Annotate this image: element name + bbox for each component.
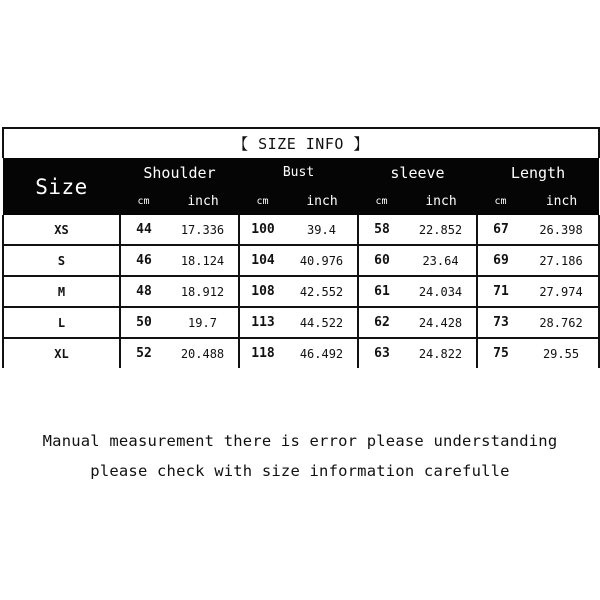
bust-cm-cell: 100 [239,215,286,245]
sleeve-cm-cell: 58 [358,215,405,245]
size-cell: M [3,276,120,307]
unit-inch-sleeve: inch [405,187,477,215]
size-column-header: Size [3,158,120,215]
unit-inch-bust: inch [286,187,358,215]
table-title: 【 SIZE INFO 】 [3,128,599,158]
table-row [3,276,599,307]
sleeve-inch-cell: 23.64 [405,245,477,276]
length-cm-cell: 69 [477,245,524,276]
table-row [3,215,599,245]
measurement-note: Manual measurement there is error please understanding [42,432,558,450]
table-row [3,245,599,276]
length-cm-cell: 71 [477,276,524,307]
header-sleeve: sleeve [358,158,477,187]
unit-cm-length: cm [477,187,524,215]
unit-inch-shoulder: inch [167,187,239,215]
sleeve-cm-cell: 60 [358,245,405,276]
length-inch-cell: 27.974 [524,276,599,307]
size-chart-table [2,127,600,368]
shoulder-cm-cell: 44 [120,215,167,245]
length-inch-cell: 27.186 [524,245,599,276]
length-inch-cell: 26.398 [524,215,599,245]
size-cell: S [3,245,120,276]
bust-cm-cell: 104 [239,245,286,276]
unit-cm-shoulder: cm [120,187,167,215]
length-inch-cell: 29.55 [524,338,599,368]
unit-cm-sleeve: cm [358,187,405,215]
title-row [3,128,599,158]
size-cell: XS [3,215,120,245]
bust-inch-cell: 42.552 [286,276,358,307]
sleeve-inch-cell: 24.034 [405,276,477,307]
sleeve-cm-cell: 62 [358,307,405,338]
sleeve-cm-cell: 61 [358,276,405,307]
bust-cm-cell: 108 [239,276,286,307]
shoulder-cm-cell: 46 [120,245,167,276]
sleeve-inch-cell: 24.428 [405,307,477,338]
header-shoulder: Shoulder [120,158,239,187]
shoulder-inch-cell: 19.7 [167,307,239,338]
bust-cm-cell: 113 [239,307,286,338]
unit-inch-length: inch [524,187,599,215]
length-cm-cell: 75 [493,346,509,361]
length-cm-cell: 73 [477,307,524,338]
check-size-note: please check with size information carefulle [90,462,510,480]
shoulder-cm-cell: 52 [136,346,152,361]
size-cell: L [3,307,120,338]
length-inch-cell: 28.762 [524,307,599,338]
shoulder-inch-cell: 17.336 [167,215,239,245]
sleeve-cm-cell: 63 [374,346,390,361]
shoulder-cm-cell: 50 [120,307,167,338]
unit-cm-bust: cm [239,187,286,215]
shoulder-inch-cell: 18.912 [167,276,239,307]
bust-inch-cell: 46.492 [286,338,358,368]
shoulder-inch-cell: 18.124 [167,245,239,276]
header-row-groups [3,158,599,187]
table-row [3,307,599,338]
header-bust: Bust [239,158,358,187]
bust-cm-cell: 118 [251,346,275,361]
sleeve-inch-cell: 24.822 [405,338,477,368]
header-length: Length [477,158,599,187]
bust-inch-cell: 44.522 [286,307,358,338]
sleeve-inch-cell: 22.852 [405,215,477,245]
shoulder-cm-cell: 48 [120,276,167,307]
bust-inch-cell: 40.976 [286,245,358,276]
shoulder-inch-cell: 20.488 [167,338,239,368]
table-row [3,338,599,368]
size-cell: XL [3,338,120,368]
length-cm-cell: 67 [477,215,524,245]
bust-inch-cell: 39.4 [286,215,358,245]
